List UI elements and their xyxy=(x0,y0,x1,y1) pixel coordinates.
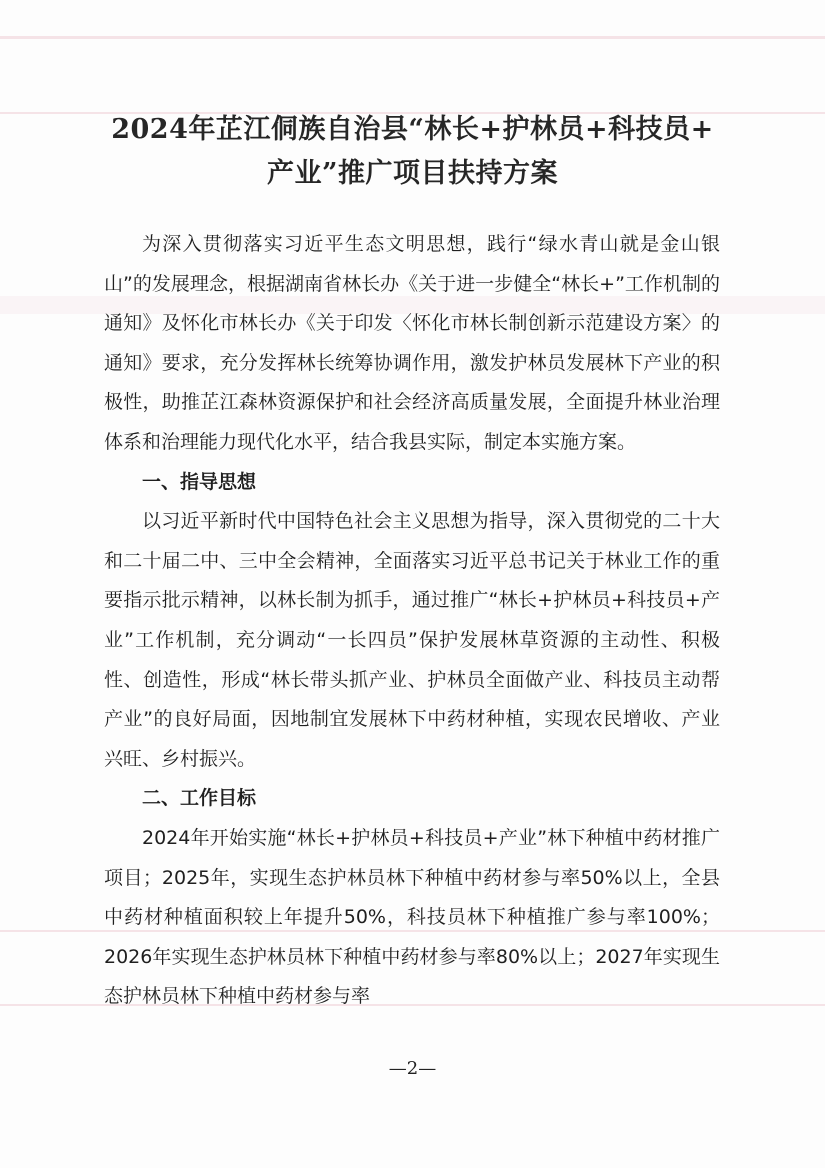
intro-paragraph: 为深入贯彻落实习近平生态文明思想，践行“绿水青山就是金山银山”的发展理念，根据湖南省林长办《关于进一步健全“林长+”工作机制的通知》及怀化市林长办《关于印发〈怀化市林长制创新示范建设方案〉的通知》要求，充分发挥林长统筹协调作用，激发护林员发展林下产业的积极性，助推芷江森林资源保护和社会经济高质量发展，全面提升林业治理体系和治理能力现代化水平，结合我县实际，制定本实施方案。 xyxy=(104,233,720,453)
page-number: —2— xyxy=(388,1058,437,1079)
section-heading-guiding-ideology: 一、指导思想 xyxy=(142,470,257,493)
document-title xyxy=(60,108,765,196)
section-heading-work-goals: 二、工作目标 xyxy=(142,787,257,810)
section-paragraph-work-goals: 2024年开始实施“林长+护林员+科技员+产业”林下种植中药材推广项目；2025年，实现生态护林员林下种植中药材参与率50%以上，全县中药材种植面积较上年提升50%，科技员林下种植推广参与率100%；2026年实现生态护林员林下种植中药材参与率80%以上；2027年实现生态护林员林下种植中药材参与率 xyxy=(104,826,720,1008)
section-paragraph-guiding-ideology: 以习近平新时代中国特色社会主义思想为指导，深入贯彻党的二十大和二十届二中、三中全会精神，全面落实习近平总书记关于林业工作的重要指示批示精神，以林长制为抓手，通过推广“林长+护林员+科技员+产业”工作机制，充分调动“一长四员”保护发展林草资源的主动性、积极性、创造性，形成“林长带头抓产业、护林员全面做产业、科技员主动帮产业”的良好局面，因地制宜发展林下中药材种植，实现农民增收、产业兴旺、乡村振兴。 xyxy=(104,510,720,770)
scan-artifact xyxy=(0,36,825,39)
title-line-1: 2024年芷江侗族自治县“林长+护林员+科技员+ xyxy=(111,114,714,145)
title-line-2: 产业”推广项目扶持方案 xyxy=(266,158,559,189)
document-body xyxy=(104,225,720,1017)
